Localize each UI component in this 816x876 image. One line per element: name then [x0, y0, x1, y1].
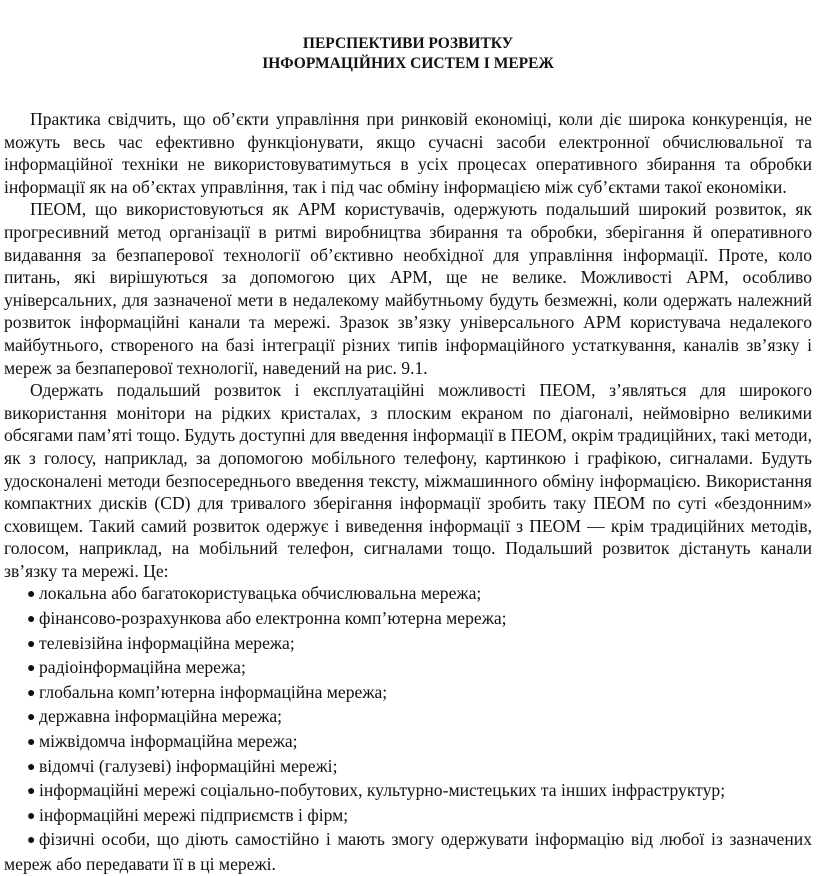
list-item-text: міжвідомча інформаційна мережа;: [39, 731, 298, 752]
bullet-dot-icon: ●: [27, 612, 36, 628]
list-item: [4, 607, 812, 632]
network-list: [4, 582, 812, 875]
title-line-1: ПЕРСПЕКТИВИ РОЗВИТКУ: [302, 35, 514, 52]
bullet-dot-icon: ●: [27, 685, 36, 701]
list-item: [4, 582, 812, 607]
title-spacer: [4, 74, 812, 108]
list-item-text: державна інформаційна мережа;: [39, 706, 283, 727]
list-item-text: інформаційні мережі соціально-побутових, культурно-мистецьких та інших інфраструктур;: [39, 780, 726, 801]
paragraph-1: Практика свідчить, що об’єкти управління при ринковій економіці, коли діє широка конкуренція, не можуть весь час ефективно функціонувати, якщо сучасні засоби електронної обчислювальної та інформаційної техніки не використовуватимуться в усіх процесах оперативного збирання та обробки інформації як на об’єктах управління, так і під час обміну інформацією між суб’єктами такої економіки.: [4, 109, 812, 197]
bullet-dot-icon: ●: [27, 759, 36, 775]
bullet-dot-icon: ●: [27, 808, 36, 824]
bullet-dot-icon: ●: [27, 735, 36, 751]
list-item: [4, 755, 812, 780]
list-item: [4, 656, 812, 681]
list-item-text: відомчі (галузеві) інформаційні мережі;: [39, 755, 338, 776]
page-title: [4, 34, 812, 74]
list-item-text: інформаційні мережі підприємств і фірм;: [39, 804, 349, 825]
list-item: [4, 705, 812, 730]
bullet-dot-icon: ●: [27, 636, 36, 652]
list-item-text: глобальна комп’ютерна інформаційна мережа;: [39, 681, 388, 702]
list-item-text: радіоінформаційна мережа;: [39, 657, 246, 678]
paragraph-2: ПЕОМ, що використовуються як АРМ користувачів, одержують подальший широкий розвиток, як прогресивний метод організації в ритмі виробництва збирання та обробки, зберігання й оперативного видавання за безпаперової технології об’єктивно необхідної для управління інформації. Проте, коло питань, які вирішуються за допомогою цих АРМ, ще не велике. Можливості АРМ, особливо універсальних, для зазначеної мети в недалекому майбутньому будуть безмежні, коли одержать належний розвиток інформаційні канали та мережі. Зразок зв’язку універсального АРМ користувача недалекого майбутнього, створеного на базі інтеграції різних типів інформаційного устаткування, каналів зв’язку і мереж за безпаперової технології, наведений на рис. 9.1.: [4, 199, 812, 378]
bullet-dot-icon: ●: [27, 833, 36, 849]
list-item: [4, 730, 812, 755]
list-item-text: фізичні особи, що діють самостійно і мають змогу одержувати інформацію від любої із зазначених мереж або передавати її в ці мережі.: [4, 829, 812, 874]
list-item-text: фінансово-розрахункова або електронна комп’ютерна мережа;: [39, 608, 507, 629]
bullet-dot-icon: ●: [27, 661, 36, 677]
bullet-dot-icon: ●: [27, 710, 36, 726]
list-item: [4, 632, 812, 657]
list-item-text: локальна або багатокористувацька обчислювальна мережа;: [39, 583, 482, 604]
list-item-text: телевізійна інформаційна мережа;: [39, 632, 295, 653]
title-line-2: ІНФОРМАЦІЙНИХ СИСТЕМ І МЕРЕЖ: [262, 55, 554, 72]
list-item: [4, 779, 812, 804]
list-item: [4, 804, 812, 829]
list-item: [4, 681, 812, 706]
bullet-dot-icon: ●: [27, 587, 36, 603]
list-item: [4, 828, 812, 875]
paragraph-3: Одержать подальший розвиток і експлуатаційні можливості ПЕОМ, з’являться для широкого використання монітори на рідких кристалах, з плоским екраном по діагоналі, неймовірно великими обсягами пам’яті тощо. Будуть доступні для введення інформації в ПЕОМ, окрім традиційних, такі методи, як з голосу, наприклад, за допомогою мобільного телефону, картинкою і графікою, сигналами. Будуть удосконалені методи безпосереднього введення тексту, міжмашинного обміну інформацією. Використання компактних дисків (CD) для тривалого зберігання інформації зробить таку ПЕОМ по суті «бездонним» сховищем. Такий самий розвиток одержує і виведення інформації з ПЕОМ — крім традиційних методів, голосом, наприклад, на мобільний телефон, сигналами тощо. Подальший розвиток дістануть канали зв’язку та мережі. Це:: [4, 380, 812, 581]
bullet-dot-icon: ●: [27, 784, 36, 800]
